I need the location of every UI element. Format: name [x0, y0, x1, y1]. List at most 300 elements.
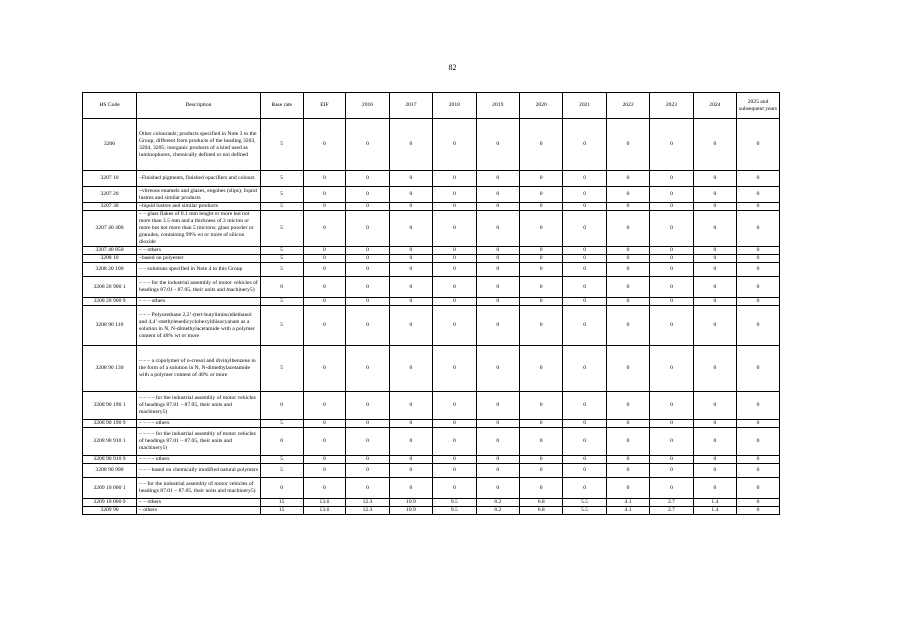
- rate-cell: 13.6: [303, 499, 346, 507]
- rate-cell: 0: [563, 464, 606, 478]
- hs-code-cell: 3207 30: [83, 203, 137, 211]
- rate-cell: 0: [693, 203, 736, 211]
- rate-cell: 0: [476, 187, 519, 203]
- rate-cell: 0: [606, 255, 649, 263]
- description-cell: Other colouranls; products specified in Note 3 to the Group, different from products of the heading 3203, 3204, 3205; inorganic products of a kind used as luminophores, chemically defined or not defined: [137, 119, 261, 171]
- rate-cell: 12.3: [346, 499, 389, 507]
- base-rate-cell: 0: [260, 428, 303, 456]
- base-rate-cell: 5: [260, 211, 303, 247]
- rate-cell: 0: [563, 119, 606, 171]
- rate-cell: 0: [476, 277, 519, 298]
- rate-cell: 0: [303, 119, 346, 171]
- rate-cell: 0: [433, 478, 476, 499]
- hs-code-cell: 3208 90 910 1: [83, 428, 137, 456]
- rate-cell: 0: [606, 428, 649, 456]
- rate-cell: 0: [737, 456, 780, 464]
- base-rate-cell: 15: [260, 499, 303, 507]
- rate-cell: 0: [519, 247, 562, 255]
- column-header: 2025 and subsequent years: [737, 93, 780, 119]
- rate-cell: 0: [650, 298, 693, 306]
- rate-cell: 0: [389, 346, 432, 392]
- rate-cell: 0: [303, 255, 346, 263]
- rate-cell: 0: [606, 456, 649, 464]
- rate-cell: 0: [737, 346, 780, 392]
- rate-cell: 0: [563, 247, 606, 255]
- rate-cell: 0: [476, 346, 519, 392]
- rate-cell: 0: [737, 211, 780, 247]
- hs-code-cell: 3209 10 000 9: [83, 499, 137, 507]
- rate-cell: 0: [606, 298, 649, 306]
- rate-cell: 0: [476, 306, 519, 346]
- rate-cell: 0: [563, 306, 606, 346]
- rate-cell: 0: [346, 187, 389, 203]
- rate-cell: 0: [693, 187, 736, 203]
- rate-cell: 0: [693, 420, 736, 428]
- rate-cell: 9.5: [433, 507, 476, 515]
- rate-cell: 0: [389, 392, 432, 420]
- rate-cell: 0: [693, 255, 736, 263]
- rate-cell: 0: [606, 420, 649, 428]
- rate-cell: 0: [433, 203, 476, 211]
- rate-cell: 0: [693, 306, 736, 346]
- rate-cell: 0: [303, 464, 346, 478]
- rate-cell: 0: [389, 203, 432, 211]
- rate-cell: 0: [389, 306, 432, 346]
- base-rate-cell: 5: [260, 456, 303, 464]
- rate-cell: 0: [650, 247, 693, 255]
- hs-code-cell: 3207 20: [83, 187, 137, 203]
- rate-cell: 0: [693, 464, 736, 478]
- rate-cell: 0: [563, 255, 606, 263]
- base-rate-cell: 5: [260, 464, 303, 478]
- rate-cell: 0: [519, 171, 562, 187]
- rate-cell: 0: [476, 478, 519, 499]
- column-header: 2022: [606, 93, 649, 119]
- hs-code-cell: 3208 90 190 1: [83, 392, 137, 420]
- rate-cell: 0: [433, 392, 476, 420]
- rate-cell: 0: [737, 255, 780, 263]
- rate-cell: 0: [693, 247, 736, 255]
- table-row: [83, 507, 780, 515]
- rate-cell: 0: [737, 507, 780, 515]
- rate-cell: 0: [303, 263, 346, 277]
- rate-cell: 0: [737, 263, 780, 277]
- rate-cell: 0: [737, 392, 780, 420]
- rate-cell: 0: [389, 277, 432, 298]
- rate-cell: 0: [346, 171, 389, 187]
- rate-cell: 0: [519, 298, 562, 306]
- rate-cell: 0: [519, 346, 562, 392]
- description-cell: – – glass flakes of 0.1 mm lenght or more but not more than 3.5 mm and a thickness of 2 micron or more but not more than 5 microns; glass powder or granules, containing 99% wt or more of silicon dioxide: [137, 211, 261, 247]
- rate-cell: 5.5: [563, 507, 606, 515]
- rate-cell: 0: [693, 392, 736, 420]
- rate-cell: 0: [346, 119, 389, 171]
- rate-cell: 0: [650, 420, 693, 428]
- rate-cell: 0: [606, 171, 649, 187]
- rate-cell: 0: [519, 428, 562, 456]
- rate-cell: 9.5: [433, 499, 476, 507]
- table-row: [83, 456, 780, 464]
- rate-cell: 1.4: [693, 507, 736, 515]
- rate-cell: 0: [737, 277, 780, 298]
- hs-code-cell: 3208 20 100: [83, 263, 137, 277]
- rate-cell: 0: [346, 456, 389, 464]
- hs-code-cell: 3207 40 850: [83, 247, 137, 255]
- table-row: [83, 171, 780, 187]
- rate-cell: 0: [303, 277, 346, 298]
- rate-cell: 0: [433, 171, 476, 187]
- rate-cell: 0: [476, 456, 519, 464]
- rate-cell: 0: [303, 203, 346, 211]
- rate-cell: 0: [650, 187, 693, 203]
- rate-cell: 0: [693, 119, 736, 171]
- rate-cell: 0: [519, 255, 562, 263]
- table-row: [83, 464, 780, 478]
- description-cell: – – – others: [137, 298, 261, 306]
- description-cell: – – – based on chemically modified natural polymers: [137, 464, 261, 478]
- rate-cell: 0: [303, 187, 346, 203]
- rate-cell: 0: [519, 119, 562, 171]
- column-header: 2021: [563, 93, 606, 119]
- rate-cell: 0: [650, 392, 693, 420]
- rate-cell: 0: [650, 119, 693, 171]
- rate-cell: 0: [650, 263, 693, 277]
- rate-cell: 0: [389, 428, 432, 456]
- description-cell: – – – a copolymer of n-cresol and divinylbenzene in the form of a solution in N, N-dimethylacetamide with a polymer content of 48% or more: [137, 346, 261, 392]
- rate-cell: 0: [389, 211, 432, 247]
- hs-code-cell: 3208 10: [83, 255, 137, 263]
- table-header-row: [83, 93, 780, 119]
- rate-cell: 2.7: [650, 499, 693, 507]
- rate-cell: 6.8: [519, 499, 562, 507]
- description-cell: – – – – others: [137, 420, 261, 428]
- description-cell: –based on polyester: [137, 255, 261, 263]
- hs-code-cell: 3209 10 000 1: [83, 478, 137, 499]
- rate-cell: 5.5: [563, 499, 606, 507]
- column-header: 2024: [693, 93, 736, 119]
- rate-cell: 0: [433, 211, 476, 247]
- hs-code-cell: 3208 90 110: [83, 306, 137, 346]
- rate-cell: 0: [563, 298, 606, 306]
- hs-code-cell: 3208 90 910 9: [83, 456, 137, 464]
- base-rate-cell: 5: [260, 255, 303, 263]
- rate-cell: 0: [693, 211, 736, 247]
- rate-cell: 0: [519, 420, 562, 428]
- rate-cell: 0: [389, 464, 432, 478]
- rate-cell: 0: [693, 456, 736, 464]
- rate-cell: 0: [389, 478, 432, 499]
- table-row: [83, 211, 780, 247]
- rate-cell: 0: [606, 119, 649, 171]
- rate-cell: 0: [693, 478, 736, 499]
- table-row: [83, 277, 780, 298]
- rate-cell: 0: [389, 456, 432, 464]
- rate-cell: 0: [563, 346, 606, 392]
- rate-cell: 0: [346, 306, 389, 346]
- rate-cell: 0: [346, 464, 389, 478]
- rate-cell: 0: [650, 255, 693, 263]
- base-rate-cell: 0: [260, 277, 303, 298]
- description-cell: –liquid lustres and similar products: [137, 203, 261, 211]
- table-row: [83, 346, 780, 392]
- rate-cell: 0: [346, 263, 389, 277]
- rate-cell: 0: [346, 277, 389, 298]
- rate-cell: 0: [650, 428, 693, 456]
- table-row: [83, 428, 780, 456]
- column-header: 2020: [519, 93, 562, 119]
- rate-cell: 0: [606, 277, 649, 298]
- rate-cell: 0: [519, 203, 562, 211]
- rate-cell: 0: [433, 346, 476, 392]
- rate-cell: 10.9: [389, 499, 432, 507]
- table-row: [83, 499, 780, 507]
- rate-cell: 4.1: [606, 499, 649, 507]
- rate-cell: 0: [606, 247, 649, 255]
- rate-cell: 0: [433, 263, 476, 277]
- rate-cell: 8.2: [476, 507, 519, 515]
- rate-cell: 0: [476, 211, 519, 247]
- description-cell: – – – – for the industrial assembly of motor vehicles of headings 87.01 – 87.05, their units and machinery5): [137, 392, 261, 420]
- rate-cell: 0: [476, 298, 519, 306]
- rate-cell: 0: [389, 420, 432, 428]
- description-cell: – – – Polyurethane 2,2’-(tert-butylimino)diethanol and 4,4’-methylenedicyclohexyldiisocyanate as a solution in N, N-dimethylacetamide with a polymer content of 48% wt or more: [137, 306, 261, 346]
- rate-cell: 0: [389, 247, 432, 255]
- rate-cell: 0: [650, 456, 693, 464]
- rate-cell: 0: [606, 263, 649, 277]
- rate-cell: 0: [737, 203, 780, 211]
- hs-code-cell: 3207 10: [83, 171, 137, 187]
- rate-cell: 0: [563, 456, 606, 464]
- rate-cell: 0: [519, 263, 562, 277]
- rate-cell: 0: [346, 420, 389, 428]
- rate-cell: 0: [563, 171, 606, 187]
- rate-cell: 0: [346, 428, 389, 456]
- rate-cell: 0: [303, 247, 346, 255]
- hs-code-cell: 3207 40 400: [83, 211, 137, 247]
- rate-cell: 12.3: [346, 507, 389, 515]
- rate-cell: 0: [476, 255, 519, 263]
- rate-cell: 0: [303, 306, 346, 346]
- rate-cell: 0: [650, 277, 693, 298]
- rate-cell: 0: [606, 306, 649, 346]
- rate-cell: 0: [476, 263, 519, 277]
- hs-code-cell: 3209 90: [83, 507, 137, 515]
- rate-cell: 0: [606, 478, 649, 499]
- rate-cell: 0: [476, 420, 519, 428]
- rate-cell: 0: [650, 203, 693, 211]
- rate-cell: 0: [519, 211, 562, 247]
- rate-cell: 0: [433, 464, 476, 478]
- rate-cell: 0: [693, 428, 736, 456]
- rate-cell: 0: [476, 247, 519, 255]
- rate-cell: 13.6: [303, 507, 346, 515]
- rate-cell: 0: [737, 247, 780, 255]
- table-row: [83, 263, 780, 277]
- rate-cell: 0: [346, 346, 389, 392]
- rate-cell: 0: [737, 478, 780, 499]
- rate-cell: 0: [737, 187, 780, 203]
- description-cell: – – for the industrial assembly of motor vehicles of headings 87.01 – 87.05, their units and machinery5): [137, 478, 261, 499]
- rate-cell: 0: [303, 392, 346, 420]
- rate-cell: 0: [433, 187, 476, 203]
- rate-cell: 0: [563, 420, 606, 428]
- rate-cell: 0: [519, 456, 562, 464]
- rate-cell: 0: [693, 263, 736, 277]
- rate-cell: 0: [650, 346, 693, 392]
- table-row: [83, 119, 780, 171]
- rate-cell: 0: [303, 478, 346, 499]
- rate-cell: 0: [303, 211, 346, 247]
- rate-cell: 0: [476, 203, 519, 211]
- rate-cell: 0: [476, 171, 519, 187]
- rate-cell: 0: [519, 187, 562, 203]
- rate-cell: 0: [476, 119, 519, 171]
- rate-cell: 0: [737, 119, 780, 171]
- rate-cell: 0: [737, 464, 780, 478]
- rate-cell: 0: [693, 277, 736, 298]
- description-cell: –vitreous enamels and glazes, engobes (slips), liquid lustres and similar products: [137, 187, 261, 203]
- column-header: 2019: [476, 93, 519, 119]
- rate-cell: 0: [389, 263, 432, 277]
- rate-cell: 0: [389, 171, 432, 187]
- column-header: 2023: [650, 93, 693, 119]
- hs-code-cell: 3208 90 130: [83, 346, 137, 392]
- base-rate-cell: 5: [260, 171, 303, 187]
- hs-code-cell: 3208 90 990: [83, 464, 137, 478]
- rate-cell: 0: [606, 211, 649, 247]
- rate-cell: 0: [433, 277, 476, 298]
- hs-code-cell: 3208 90 190 9: [83, 420, 137, 428]
- base-rate-cell: 5: [260, 119, 303, 171]
- rate-cell: 0: [737, 428, 780, 456]
- table-row: [83, 392, 780, 420]
- base-rate-cell: 5: [260, 420, 303, 428]
- rate-cell: 1.4: [693, 499, 736, 507]
- rate-cell: 0: [650, 211, 693, 247]
- rate-cell: 0: [606, 464, 649, 478]
- base-rate-cell: 5: [260, 203, 303, 211]
- rate-cell: 0: [519, 277, 562, 298]
- hs-code-cell: 3208 20 900 9: [83, 298, 137, 306]
- rate-cell: 0: [389, 119, 432, 171]
- rate-cell: 0: [433, 247, 476, 255]
- rate-cell: 0: [303, 428, 346, 456]
- page-number: 82: [448, 63, 457, 72]
- rate-cell: 0: [346, 392, 389, 420]
- rate-cell: 0: [606, 187, 649, 203]
- hs-code-cell: 3208 20 900 1: [83, 277, 137, 298]
- base-rate-cell: 15: [260, 507, 303, 515]
- base-rate-cell: 0: [260, 392, 303, 420]
- rate-cell: 6.8: [519, 507, 562, 515]
- hs-code-cell: 3206: [83, 119, 137, 171]
- rate-cell: 0: [346, 255, 389, 263]
- rate-cell: 0: [519, 392, 562, 420]
- rate-cell: 0: [433, 420, 476, 428]
- rate-cell: 0: [433, 298, 476, 306]
- column-header: EIF: [303, 93, 346, 119]
- rate-cell: 0: [650, 306, 693, 346]
- base-rate-cell: 5: [260, 187, 303, 203]
- description-cell: – – – – others: [137, 456, 261, 464]
- rate-cell: 0: [563, 263, 606, 277]
- column-header: Base rate: [260, 93, 303, 119]
- rate-cell: 8.2: [476, 499, 519, 507]
- rate-cell: 0: [346, 203, 389, 211]
- rate-cell: 0: [476, 464, 519, 478]
- rate-cell: 0: [346, 247, 389, 255]
- rate-cell: 0: [606, 392, 649, 420]
- table-row: [83, 306, 780, 346]
- description-cell: – – – for the industrial assembly of motor vehicles of headings 87.01 - 87.05, their units and machinery5): [137, 277, 261, 298]
- rate-cell: 0: [433, 456, 476, 464]
- rate-cell: 0: [737, 420, 780, 428]
- rate-cell: 0: [519, 478, 562, 499]
- rate-cell: 0: [433, 119, 476, 171]
- base-rate-cell: 5: [260, 247, 303, 255]
- rate-cell: 0: [563, 277, 606, 298]
- table-row: [83, 203, 780, 211]
- rate-cell: 0: [389, 187, 432, 203]
- rate-cell: 0: [650, 478, 693, 499]
- rate-cell: 0: [563, 203, 606, 211]
- table-row: [83, 478, 780, 499]
- column-header: HS Code: [83, 93, 137, 119]
- rate-cell: 0: [563, 392, 606, 420]
- base-rate-cell: 5: [260, 346, 303, 392]
- rate-cell: 0: [346, 211, 389, 247]
- rate-cell: 0: [519, 464, 562, 478]
- rate-cell: 0: [433, 428, 476, 456]
- column-header: 2016: [346, 93, 389, 119]
- table-row: [83, 298, 780, 306]
- rate-cell: 0: [693, 298, 736, 306]
- rate-cell: 0: [476, 428, 519, 456]
- rate-cell: 4.1: [606, 507, 649, 515]
- rate-cell: 0: [606, 346, 649, 392]
- base-rate-cell: 5: [260, 298, 303, 306]
- description-cell: –Finished pigments, finished opacifiers and colours: [137, 171, 261, 187]
- description-cell: – – others: [137, 499, 261, 507]
- rate-cell: 0: [389, 298, 432, 306]
- table-row: [83, 420, 780, 428]
- rate-cell: 0: [693, 346, 736, 392]
- rate-cell: 2.7: [650, 507, 693, 515]
- rate-cell: 0: [737, 171, 780, 187]
- rate-cell: 0: [303, 420, 346, 428]
- column-header: 2017: [389, 93, 432, 119]
- rate-cell: 0: [737, 499, 780, 507]
- column-header: 2018: [433, 93, 476, 119]
- tariff-schedule-table: [82, 92, 780, 515]
- rate-cell: 0: [303, 346, 346, 392]
- rate-cell: 0: [303, 298, 346, 306]
- table-row: [83, 247, 780, 255]
- rate-cell: 0: [476, 392, 519, 420]
- rate-cell: 0: [650, 171, 693, 187]
- base-rate-cell: 0: [260, 478, 303, 499]
- rate-cell: 0: [737, 306, 780, 346]
- column-header: Description: [137, 93, 261, 119]
- description-cell: – – – – for the industrial assembly of motor vehicles of headings 87.01 – 87.05, their units and machinery5): [137, 428, 261, 456]
- rate-cell: 0: [737, 298, 780, 306]
- rate-cell: 0: [346, 298, 389, 306]
- rate-cell: 0: [433, 255, 476, 263]
- rate-cell: 0: [303, 456, 346, 464]
- rate-cell: 0: [606, 203, 649, 211]
- rate-cell: 0: [303, 171, 346, 187]
- rate-cell: 0: [346, 478, 389, 499]
